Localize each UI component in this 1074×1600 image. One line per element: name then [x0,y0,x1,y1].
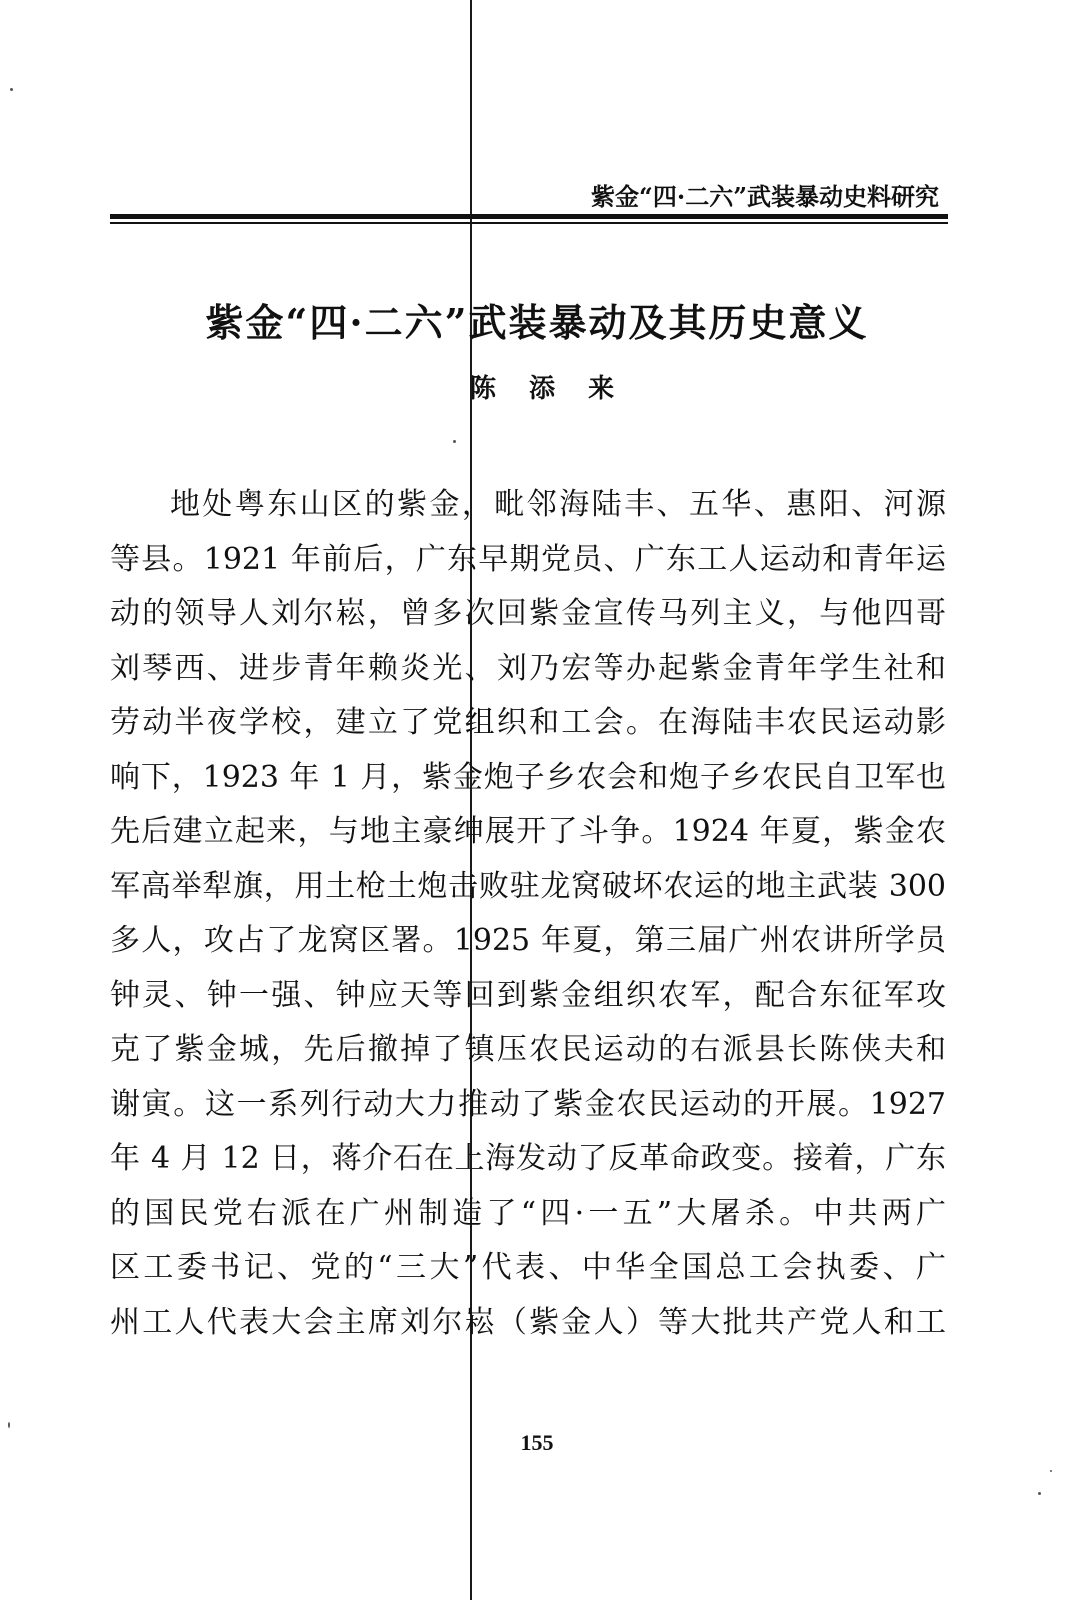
header-rule-thin [110,222,948,224]
body-line: 军高举犁旗，用土枪土炮击败驻龙窝破坏农运的地主武装 300 [110,868,946,904]
article-title: 紫金“四·二六”武装暴动及其历史意义 [205,300,869,345]
body-line: 动的领导人刘尔崧，曾多次回紫金宣传马列主义，与他四哥 [110,596,946,631]
body-line: 劳动半夜学校，建立了党组织和工会。在海陆丰农民运动影 [110,705,946,740]
article-author: 陈 添 来 [470,374,627,404]
body-line: 区工委书记、党的“三大”代表、中华全国总工会执委、广 [110,1250,946,1285]
body-line: 多人，攻占了龙窝区署。1925 年夏，第三届广州农讲所学员 [110,923,946,958]
body-line: 地处粤东山区的紫金，毗邻海陆丰、五华、惠阳、河源 [170,487,946,522]
scan-speck [1050,1470,1052,1472]
body-line: 响下，1923 年 1 月，紫金炮子乡农会和炮子乡农民自卫军也 [110,759,946,795]
body-line: 谢寅。这一系列行动大力推动了紫金农民运动的开展。1927 [110,1086,946,1122]
scan-speck [8,1422,10,1428]
body-line: 先后建立起来，与地主豪绅展开了斗争。1924 年夏，紫金农 [110,814,946,849]
page-number: 155 [520,1430,554,1455]
body-line: 钟灵、钟一强、钟应天等回到紫金组织农军，配合东征军攻 [110,977,946,1013]
scan-speck [1038,1492,1041,1495]
running-header: 紫金“四·二六”武装暴动史料研究 [591,182,939,211]
body-line: 克了紫金城，先后撤掉了镇压农民运动的右派县长陈侠夫和 [110,1032,946,1067]
scan-speck [453,440,456,443]
header-rule-thick [110,214,948,219]
body-line: 刘琴西、进步青年赖炎光、刘乃宏等办起紫金青年学生社和 [110,650,946,686]
body-line: 等县。1921 年前后，广东早期党员、广东工人运动和青年运 [110,541,946,577]
body-line: 年 4 月 12 日，蒋介石在上海发动了反革命政变。接着，广东 [110,1141,946,1176]
body-line: 州工人代表大会主席刘尔崧（紫金人）等大批共产党人和工 [110,1304,946,1340]
scan-speck [10,88,13,91]
article-body [110,478,946,1350]
body-line: 的国民党右派在广州制造了“四·一五”大屠杀。中共两广 [110,1195,946,1231]
